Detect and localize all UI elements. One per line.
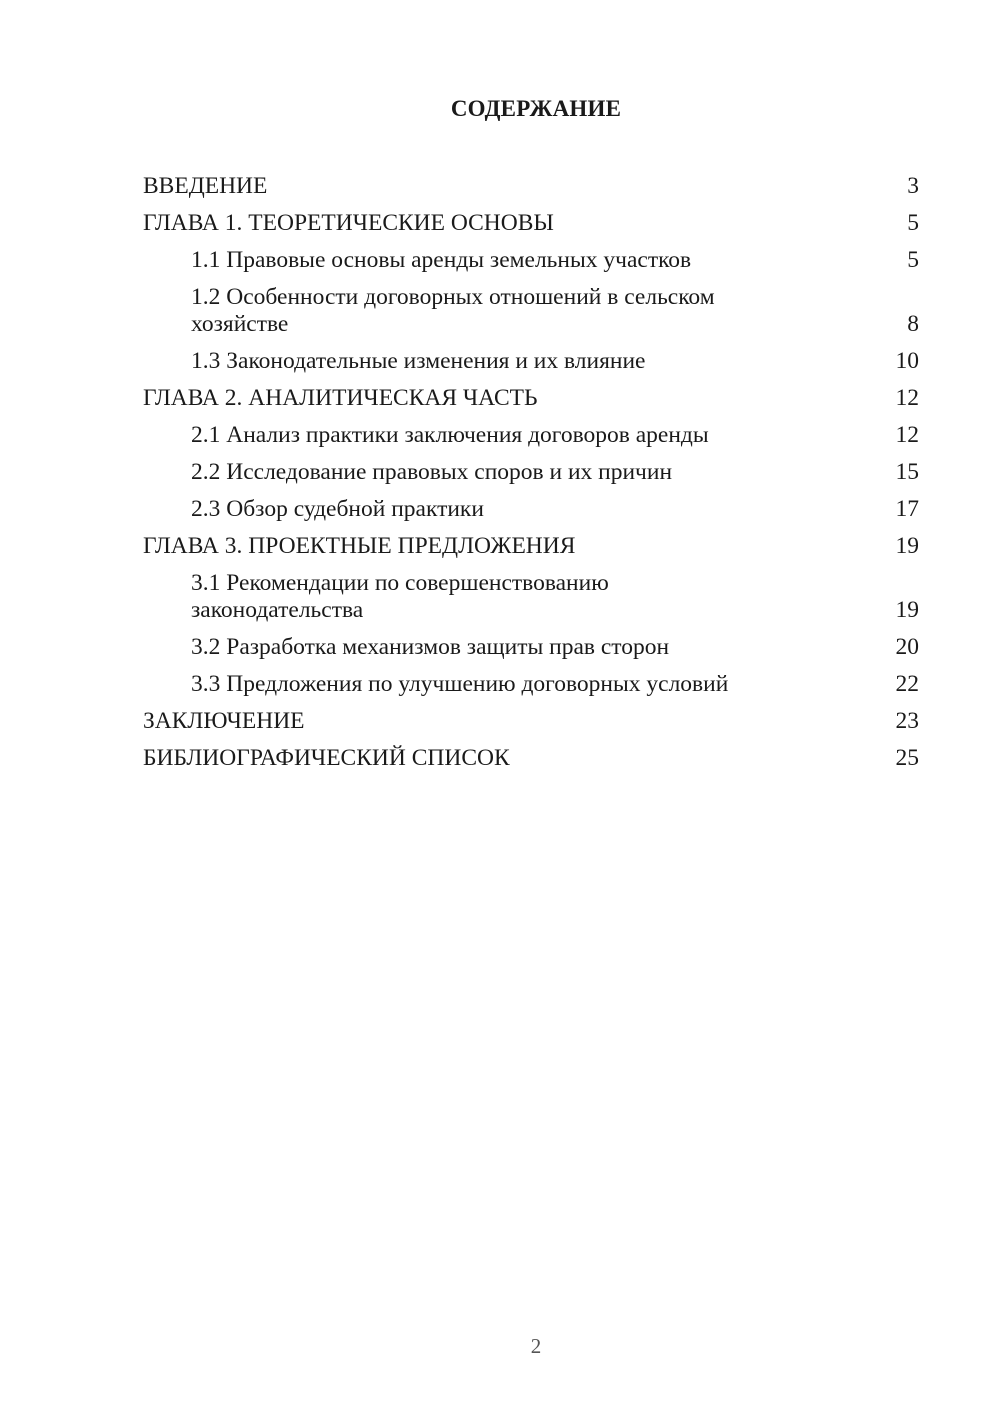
toc-entry-label: ГЛАВА 3. ПРОЕКТНЫЕ ПРЕДЛОЖЕНИЯ <box>143 533 576 559</box>
toc-entry-label: 2.3 Обзор судебной практики <box>191 496 484 522</box>
toc-entry-section-2-1[interactable] <box>143 417 919 454</box>
toc-entry-page: 22 <box>895 671 919 697</box>
toc-entry-section-3-2[interactable] <box>143 629 919 666</box>
toc-entry-label: 2.1 Анализ практики заключения договоров аренды <box>191 422 709 448</box>
page-number: 2 <box>530 1334 542 1358</box>
toc-entry-label: ГЛАВА 1. ТЕОРЕТИЧЕСКИЕ ОСНОВЫ <box>143 210 554 236</box>
toc-entry-introduction[interactable] <box>143 168 919 205</box>
toc-entry-page: 17 <box>895 496 919 522</box>
toc-entry-section-2-3[interactable] <box>143 491 919 528</box>
toc-entry-page: 25 <box>895 745 919 771</box>
toc-entry-page: 5 <box>907 247 919 273</box>
toc-entry-section-1-1[interactable] <box>143 242 919 279</box>
toc-entry-label: ЗАКЛЮЧЕНИЕ <box>143 708 305 734</box>
toc-entry-page: 10 <box>895 348 919 374</box>
toc-entry-conclusion[interactable] <box>143 703 919 740</box>
toc-entry-page: 23 <box>895 708 919 734</box>
toc-entry-section-1-3[interactable] <box>143 343 919 380</box>
toc-entry-section-3-1[interactable] <box>143 565 919 629</box>
toc-entry-page: 12 <box>895 385 919 411</box>
toc-entry-label: 2.2 Исследование правовых споров и их причин <box>191 459 673 485</box>
toc-entry-chapter-2[interactable] <box>143 380 919 417</box>
toc-entry-section-1-2[interactable] <box>143 279 919 343</box>
toc-entry-page: 19 <box>895 597 919 623</box>
toc-entry-label: 1.3 Законодательные изменения и их влияние <box>191 348 646 374</box>
toc-entry-chapter-1[interactable] <box>143 205 919 242</box>
toc-entry-label: 1.2 Особенности договорных отношений в сельском хозяйстве <box>191 284 715 337</box>
toc-entry-page: 15 <box>895 459 919 485</box>
toc-entry-label: БИБЛИОГРАФИЧЕСКИЙ СПИСОК <box>143 745 510 771</box>
toc-entry-label: ВВЕДЕНИЕ <box>143 173 268 199</box>
page-title: СОДЕРЖАНИЕ <box>450 96 622 121</box>
toc-entry-label: 3.3 Предложения по улучшению договорных условий <box>191 671 729 697</box>
toc-entry-page: 3 <box>907 173 919 199</box>
toc-entry-section-3-3[interactable] <box>143 666 919 703</box>
table-of-contents <box>143 168 919 777</box>
toc-entry-page: 12 <box>895 422 919 448</box>
toc-entry-page: 5 <box>907 210 919 236</box>
toc-entry-page: 20 <box>895 634 919 660</box>
toc-entry-page: 19 <box>895 533 919 559</box>
toc-entry-section-2-2[interactable] <box>143 454 919 491</box>
toc-entry-page: 8 <box>907 311 919 337</box>
toc-entry-label: ГЛАВА 2. АНАЛИТИЧЕСКАЯ ЧАСТЬ <box>143 385 538 411</box>
toc-entry-bibliography[interactable] <box>143 740 919 777</box>
toc-entry-label: 3.1 Рекомендации по совершенствованию законодательства <box>191 570 609 623</box>
toc-entry-label: 3.2 Разработка механизмов защиты прав сторон <box>191 634 670 660</box>
toc-entry-chapter-3[interactable] <box>143 528 919 565</box>
toc-entry-label: 1.1 Правовые основы аренды земельных участков <box>191 247 692 273</box>
